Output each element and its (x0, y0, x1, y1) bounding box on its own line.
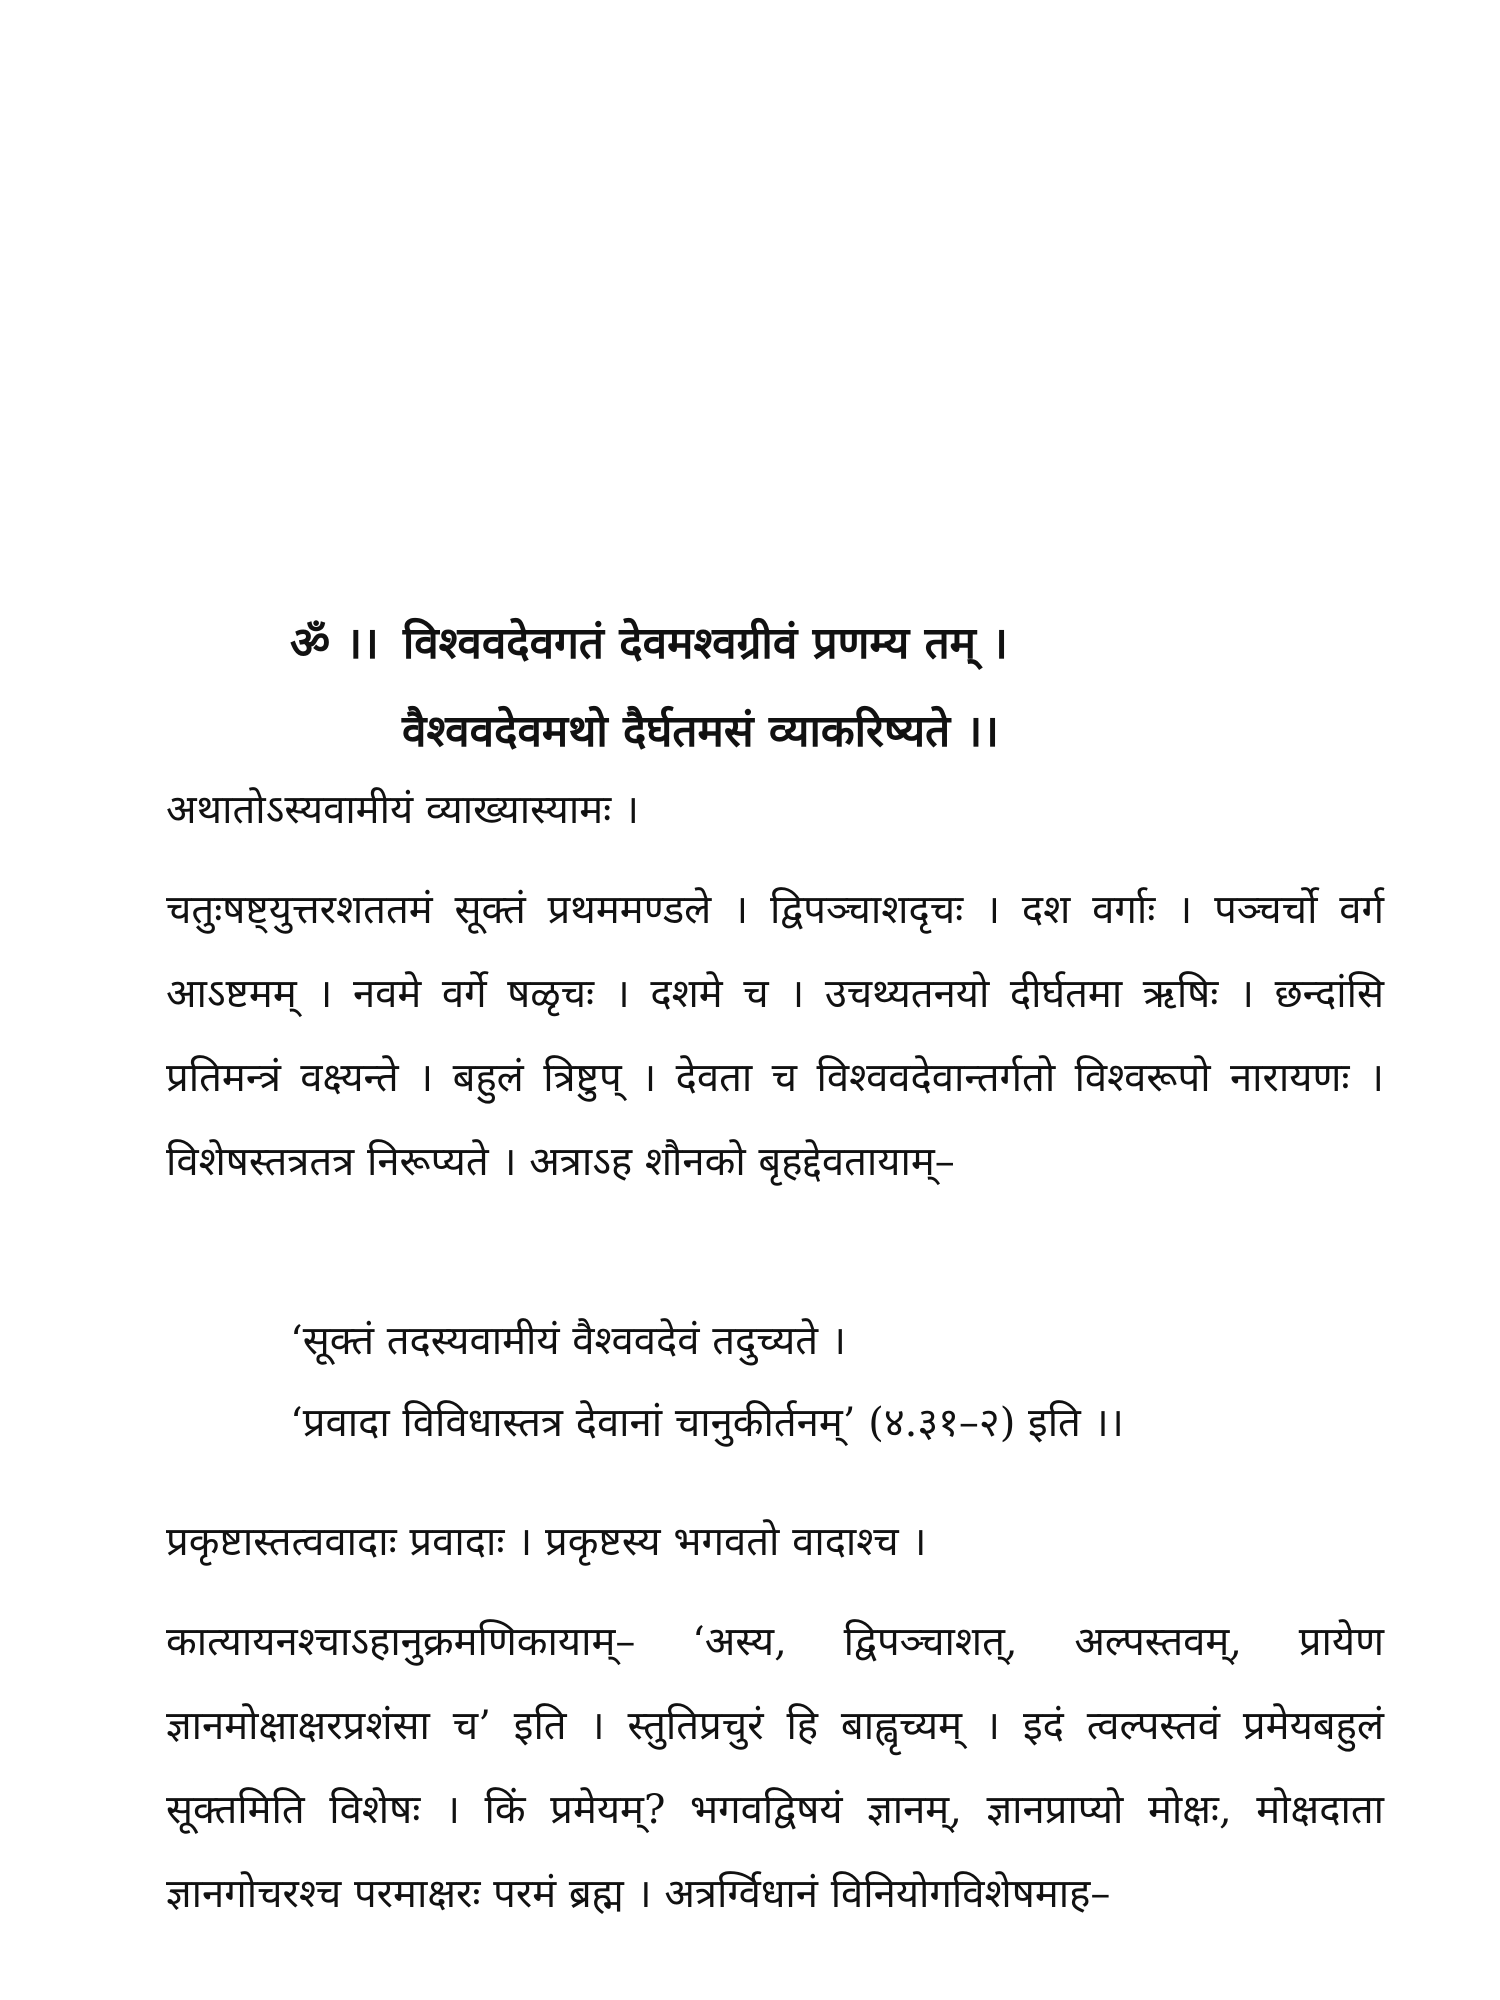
invocation-line-1-text: विश्ववदेवगतं देवमश्वग्रीवं प्रणम्य तम् । (402, 618, 1008, 669)
invocation-line-1 (290, 600, 1390, 688)
om-symbol: ॐ ।। (290, 618, 379, 669)
intro-sentence: अथातोऽस्यवामीयं व्याख्यास्यामः । (166, 787, 640, 833)
invocation-line-2: वैश्ववदेवमथो दैर्घतमसं व्याकरिष्यते ।। (402, 706, 999, 757)
quoted-verse-line-2: ‘प्रवादा विविधास्तत्र देवानां चानुकीर्तनम्’ (४.३१–२) इति ।। (290, 1400, 1124, 1446)
katyayana-paragraph: कात्यायनश्चाऽहानुक्रमणिकायाम्– ‘अस्य, द्विपञ्चाशत्, अल्पस्तवम्, प्रायेण ज्ञानमोक्षाक्षरप्रशंसा च’ इति । स्तुतिप्रचुरं हि बाह्वृच्यम् । इदं त्वल्पस्तवं प्रमेयबहुलं सूक्तमिति विशेषः । किं प्रमेयम्? भगवद्विषयं ज्ञानम्, ज्ञानप्राप्यो मोक्षः, मोक्षदाता ज्ञानगोचरश्च परमाक्षरः परमं ब्रह्म । अत्रर्ग्विधानं विनियोगविशेषमाह– (166, 1619, 1384, 1917)
main-paragraph: चतुःषष्ट्युत्तरशततमं सूक्तं प्रथममण्डले । द्विपञ्चाशदृचः । दश वर्गाः । पञ्चर्चो वर्ग आऽष्टमम् । नवमे वर्गे षळृचः । दशमे च । उचथ्यतनयो दीर्घतमा ऋषिः । छन्दांसि प्रतिमन्त्रं वक्ष्यन्ते । बहुलं त्रिष्टुप् । देवता च विश्ववदेवान्तर्गतो विश्वरूपो नारायणः । विशेषस्तत्रतत्र निरूप्यते । अत्राऽह शौनको बृहद्देवतायाम्– (166, 887, 1384, 1185)
pravada-paragraph: प्रकृष्टास्तत्ववादाः प्रवादाः । प्रकृष्टस्य भगवतो वादाश्च । (166, 1519, 927, 1565)
quoted-verse-line-1: ‘सूक्तं तदस्यवामीयं वैश्ववदेवं तदुच्यते । (290, 1318, 846, 1364)
quoted-verse (290, 1300, 1390, 1464)
invocation-verse (290, 600, 1390, 776)
